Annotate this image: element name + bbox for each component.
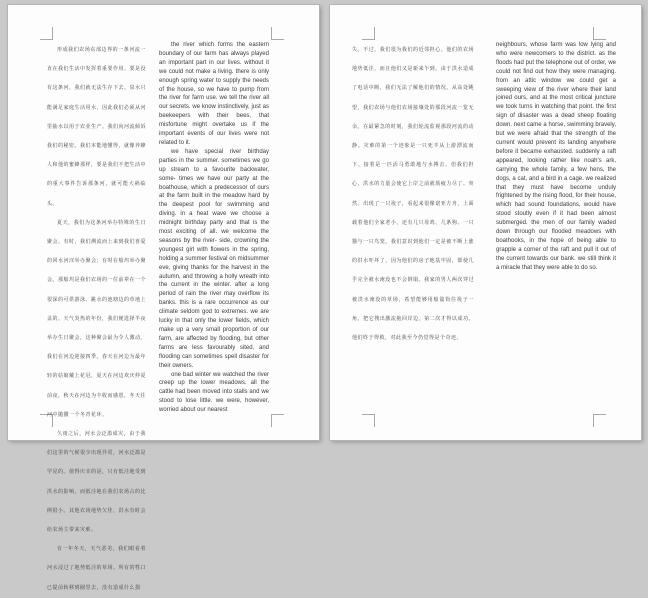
chinese-paragraph: 久雨之后，河水会泛滥成灾。由于我们这里的气候很少出现异常，河水泛滥是罕见的。值得庆幸的是，只有低洼地受到洪水的影响，而低洼地在我们农场占的比例很小。其他农场地势欠佳，洪水有时会给农场主带来灾难。 <box>47 431 147 534</box>
chinese-paragraph: 形成我们农场东部边界的一条河流一直在我们生活中发挥着重要作用。要是没有这条河，我们就无法生存下去。泉水只能满足家庭生活用水，因此我们必须从河里抽水以用于农业生产。我们向河流倾诉我们的秘密。我们本能地懂得，就像养蜂人和他的蜜蜂那样，要是我们不把生活中的重大事件告诉那条河，就可能大祸临头。 <box>47 47 147 207</box>
page2-english-column[interactable] <box>496 41 616 421</box>
crop-mark-top-right <box>593 27 606 40</box>
crop-mark-top-right <box>271 27 284 40</box>
chinese-paragraph: 有一年冬天，天气恶劣，我们眼看着河水浸过了地势低洼的草场。所有的牲口已提前转移到圈里去，没有造成什么损 <box>47 546 147 591</box>
english-paragraph-continuation: neighbours, whose farm was low lying and who were newcomers to the district. as the floods had put the telephone out of order, we could not find out how they were managing. from an attic window we could get a sweeping view of the river where their land joined ours, and at the most critical juncture we took turns in watching that point. the first sign of disaster was a dead sheep floating down. next came a horse, swimming bravely, but we were afraid that the strength of the current would prevent its landing anywhere before it became exhausted. suddenly a raft appeared, looking rather like noah's ark, carrying the whole family, a few hens, the dogs, a cat, and a bird in a cage. we realized that they must have become unduly frightened by the rising flood, for their house, which had sound foundations, would have stood stoutly even if it had been almost submerged. the men of our family waded down through our flooded meadows with boathooks, in the hope of being able to grapple a corner of the raft and pull it out of the current towards our bank. we still think it a miracle that they were able to do so. <box>496 42 616 271</box>
crop-mark-bottom-right <box>271 414 284 427</box>
english-paragraph: the river which forms the eastern boundary of our farm has always played an important part in our lives. without it we could not make a living. there is only enough spring water to supply the needs of the house, so we have to pump from the river for farm use. we tell the river all our secrets. we know instinctively, just as beekeepers with their bees, that misfortune might overtake us if the important events of our lives were not related to it. <box>159 42 269 146</box>
document-page-1[interactable] <box>8 5 319 591</box>
chinese-paragraph: 夏天，我们为这条河举办特殊的生日聚会。有时，我们溯流而上来到我们喜爱的回水河汊举办聚会；有时在船坞举办聚会。那船坞是我们农场的一位前辈在一个很深的可供游泳、跳水的池塘边的草地上盖的。天气炎热的年份，我们便选择半夜举办生日聚会，这种聚会最为令人激动。我们在河边迎接四季。春天在河边为最年轻的姑娘戴上花冠，夏天在河边欢庆仲夏前夜，秋天在河边为丰收而感恩，冬天往河中抛撒一个冬青花环。 <box>47 219 147 418</box>
document-page-2[interactable] <box>330 5 641 440</box>
english-paragraph: we have special river birthday parties in the summer. sometimes we go up stream to a favourite backwater, some- times we have our party at the boathouse, which a predecessor of ours at the farm built in the meadow hard by the deepest pool for swimming and diving. in a heat wave we choose a midnight birthday party and that is the most exciting of all. we welcome the seasons by the river- side, crowning the youngest girl with flowers in the spring, holding a summer festival on midsummer eve, giving thanks for the harvest in the autumn, and throwing a holly wreath into the current in the winter. after a long period of rain the river may overflow its banks. this is a rare occurrence as our climate seldom god to extremes. we are lucky in that only the lower fields, which make up a very small proportion of our farm, are affected by flooding, but other farms are less favourably sited, and flooding can sometimes spell disaster for their owners. <box>159 148 269 369</box>
crop-mark-top-left <box>362 27 375 40</box>
page2-chinese-column[interactable] <box>352 41 474 421</box>
page1-chinese-column[interactable] <box>47 41 147 591</box>
crop-mark-top-left <box>40 27 53 40</box>
page1-english-column[interactable] <box>159 41 269 421</box>
english-paragraph: one bad winter we watched the river creep up the lower meadows. all the cattle had been moved into stalls and we stood to lose little. we were, however, worried about our nearest <box>159 371 269 414</box>
chinese-paragraph-continuation: 失。不过，我们很为我们的近邻担心。他们的农场地势低洼，而且他们又是新来乍到。由于洪水造成了电话中断，我们无法了解他们的情况。从高处眺望，我们农场与他们农场接壤处的那段河流一览无余。在最紧急的时刻，我们轮流监视那段河流的动静。灾难的第一个迹象是一只死羊从上游漂流而下。接着是一匹活马勇敢地与水搏击。但我们担心，洪水的力量会使它上岸之前就筋疲力尽了。突然，出现了一只筏子，看起来很像诺亚方舟，上面载着他们全家老小，还有几只母鸡、几条狗、一只猫与一只鸟笼。我们意识到他们一定是被不断上涨的洪水吓坏了，因为他们的房子地基牢固，即使几乎完全被水淹没也不会倒塌。我家的男人两次穿过被洪水淹没的草场，希望能够用船篙钩住筏子一角，把它拽出激流拖回岸边。第二次才得以成功。他们终于得救，对此我至今仍觉得是个奇迹。 <box>352 47 474 342</box>
